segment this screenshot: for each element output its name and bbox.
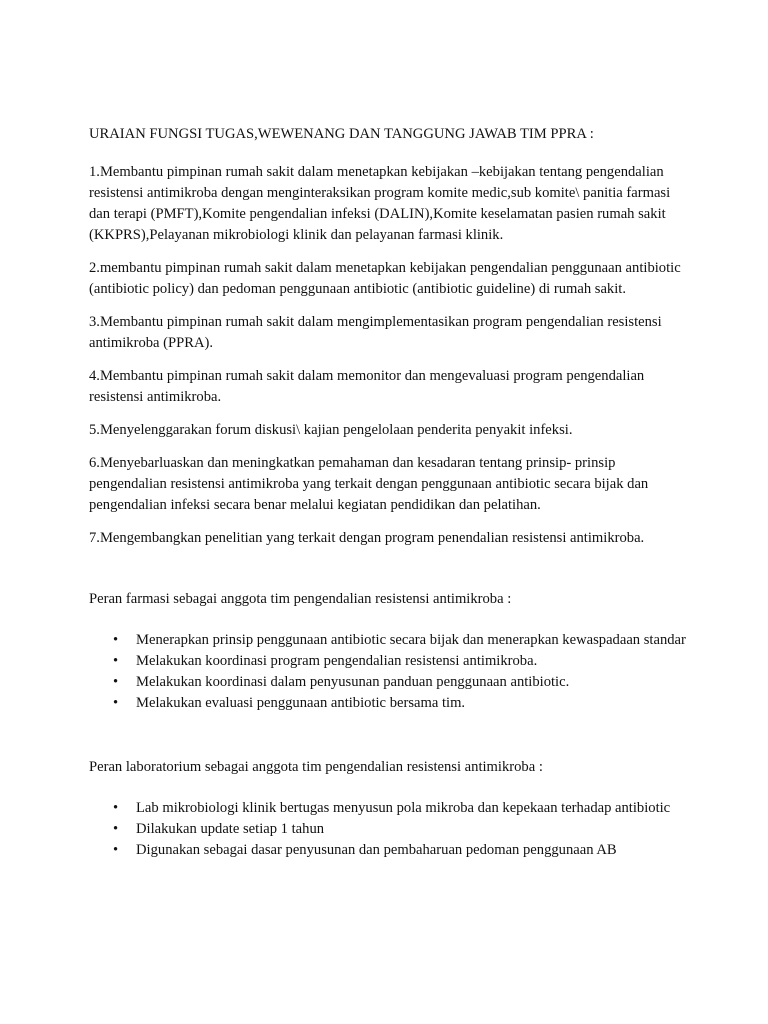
list-item (89, 819, 689, 840)
list-item (89, 693, 689, 714)
list-item-text: Menerapkan prinsip penggunaan antibiotic secara bijak dan menerapkan kewaspadaan standar (136, 632, 686, 648)
list-item (89, 798, 689, 819)
section-laboratorium-list (89, 798, 689, 861)
list-item-text: Lab mikrobiologi klinik bertugas menyusun pola mikroba dan kepekaan terhadap antibiotic (136, 800, 671, 816)
section-farmasi-list (89, 630, 689, 714)
bullet-icon: • (113, 800, 119, 816)
list-item (89, 840, 689, 861)
document-heading: URAIAN FUNGSI TUGAS,WEWENANG DAN TANGGUNG JAWAB TIM PPRA : (89, 126, 594, 142)
bullet-icon: • (113, 842, 119, 858)
list-item-text: Digunakan sebagai dasar penyusunan dan pembaharuan pedoman penggunaan AB (136, 842, 617, 858)
document-body (89, 124, 689, 861)
bullet-icon: • (113, 653, 119, 669)
list-item (89, 672, 689, 693)
paragraph-2: 2.membantu pimpinan rumah sakit dalam menetapkan kebijakan pengendalian penggunaan antibiotic (antibiotic policy) dan pedoman penggunaan antibiotic (antibiotic guideline) di rumah sakit. (89, 260, 681, 297)
paragraph-4: 4.Membantu pimpinan rumah sakit dalam memonitor dan mengevaluasi program pengendalian resistensi antimikroba. (89, 368, 645, 405)
paragraph-5: 5.Menyelenggarakan forum diskusi\ kajian pengelolaan penderita penyakit infeksi. (89, 422, 573, 438)
paragraph-1: 1.Membantu pimpinan rumah sakit dalam menetapkan kebijakan –kebijakan tentang pengendalian resistensi antimikroba dengan menginteraksikan program komite medic,sub komite\ panitia farmasi dan terapi (PMFT),Komite pengendalian infeksi (DALIN),Komite keselamatan pasien rumah sakit (KKPRS),Pelayanan mikrobiologi klinik dan pelayanan farmasi klinik. (89, 164, 671, 243)
list-item-text: Melakukan evaluasi penggunaan antibiotic bersama tim. (136, 695, 466, 711)
list-item-text: Dilakukan update setiap 1 tahun (136, 821, 325, 837)
list-item (89, 651, 689, 672)
list-item-text: Melakukan koordinasi dalam penyusunan panduan penggunaan antibiotic. (136, 674, 570, 690)
bullet-icon: • (113, 821, 119, 837)
paragraph-3: 3.Membantu pimpinan rumah sakit dalam mengimplementasikan program pengendalian resistensi antimikroba (PPRA). (89, 314, 662, 351)
list-item-text: Melakukan koordinasi program pengendalian resistensi antimikroba. (136, 653, 538, 669)
bullet-icon: • (113, 632, 119, 648)
bullet-icon: • (113, 695, 119, 711)
bullet-icon: • (113, 674, 119, 690)
list-item (89, 630, 689, 651)
section-laboratorium-title: Peran laboratorium sebagai anggota tim pengendalian resistensi antimikroba : (89, 759, 543, 775)
section-farmasi-title: Peran farmasi sebagai anggota tim pengendalian resistensi antimikroba : (89, 591, 512, 607)
paragraph-6: 6.Menyebarluaskan dan meningkatkan pemahaman dan kesadaran tentang prinsip- prinsip pengendalian resistensi antimikroba yang terkait dengan penggunaan antibiotic secara bijak dan pengendalian infeksi secara benar melalui kegiatan pendidikan dan pelatihan. (89, 455, 649, 513)
paragraph-7: 7.Mengembangkan penelitian yang terkait dengan program penendalian resistensi antimikroba. (89, 530, 645, 546)
